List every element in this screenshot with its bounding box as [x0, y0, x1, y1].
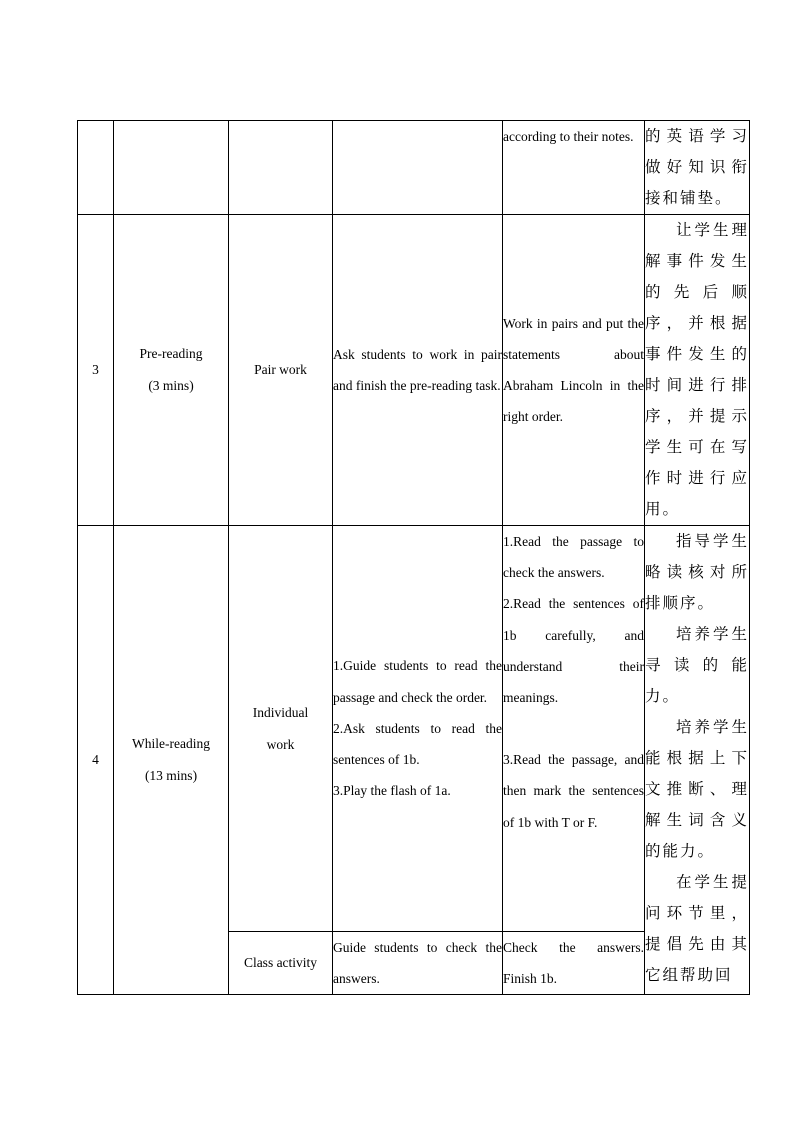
student-activity-cell: [503, 121, 645, 215]
mode-cell: [229, 121, 333, 215]
student-activity-cell: [503, 526, 645, 932]
student-activity-text: Check the answers. Finish 1b.: [503, 940, 644, 987]
mode-line: Individual: [252, 704, 309, 720]
student-activity-text: according to their notes.: [503, 129, 634, 144]
purpose-text: 在学生提问环节里，提倡先由其它组帮助回: [645, 873, 749, 984]
purpose-text: 的英语学习做好知识衔接和铺垫。: [645, 127, 749, 207]
teacher-step: 2.Ask students to read the sentences of 1b.: [333, 720, 502, 768]
teacher-activity-cell: [333, 215, 503, 526]
table-row-continued: [78, 121, 750, 215]
stage-cell: [114, 215, 229, 526]
teacher-activity-cell: [333, 932, 503, 995]
mode-cell: Class activity: [229, 932, 333, 995]
purpose-text: 指导学生略读核对所排顺序。: [645, 532, 749, 612]
purpose-text: 培养学生能根据上下文推断、理解生词含义的能力。: [645, 718, 749, 860]
purpose-text: 让学生理解事件发生的先后顺序，并根据事件发生的时间进行排序，并提示学生可在写作时进行应用。: [645, 221, 749, 518]
teacher-activity-text: Guide students to check the answers.: [333, 940, 502, 987]
stage-cell: [114, 121, 229, 215]
student-step: 2.Read the sentences of 1b carefully, and understand their meanings.: [503, 596, 644, 706]
purpose-cell: [645, 215, 750, 526]
purpose-text: 培养学生寻读的能力。: [645, 625, 749, 705]
step-number: 4: [78, 526, 114, 995]
student-step: 1.Read the passage to check the answers.: [503, 534, 644, 581]
teacher-activity-text: Ask students to work in pair and finish the pre-reading task.: [333, 346, 502, 393]
stage-name: While-reading: [132, 736, 210, 752]
table-row-pre-reading: [78, 215, 750, 526]
purpose-cell: [645, 526, 750, 995]
lesson-plan-table: [77, 120, 750, 995]
student-step: 3.Read the passage, and then mark the sentences of 1b with T or F.: [503, 752, 644, 830]
mode-line: work: [266, 736, 295, 752]
student-activity-text: Work in pairs and put the statements about Abraham Lincoln in the right order.: [503, 315, 644, 425]
teacher-step: 1.Guide students to read the passage and check the order.: [333, 658, 502, 705]
step-number: 3: [78, 215, 114, 526]
stage-cell: [114, 526, 229, 995]
teacher-activity-cell: [333, 121, 503, 215]
student-activity-cell: [503, 215, 645, 526]
stage-time: (13 mins): [144, 768, 198, 784]
stage-time: (3 mins): [148, 378, 194, 393]
table-row-while-reading: [78, 526, 750, 932]
purpose-cell: [645, 121, 750, 215]
mode-cell: [229, 526, 333, 932]
teacher-activity-cell: [333, 526, 503, 932]
step-cell: [78, 121, 114, 215]
teacher-step: 3.Play the flash of 1a.: [333, 783, 451, 799]
student-activity-cell: [503, 932, 645, 995]
mode-cell: Pair work: [229, 215, 333, 526]
stage-name: Pre-reading: [139, 346, 203, 361]
